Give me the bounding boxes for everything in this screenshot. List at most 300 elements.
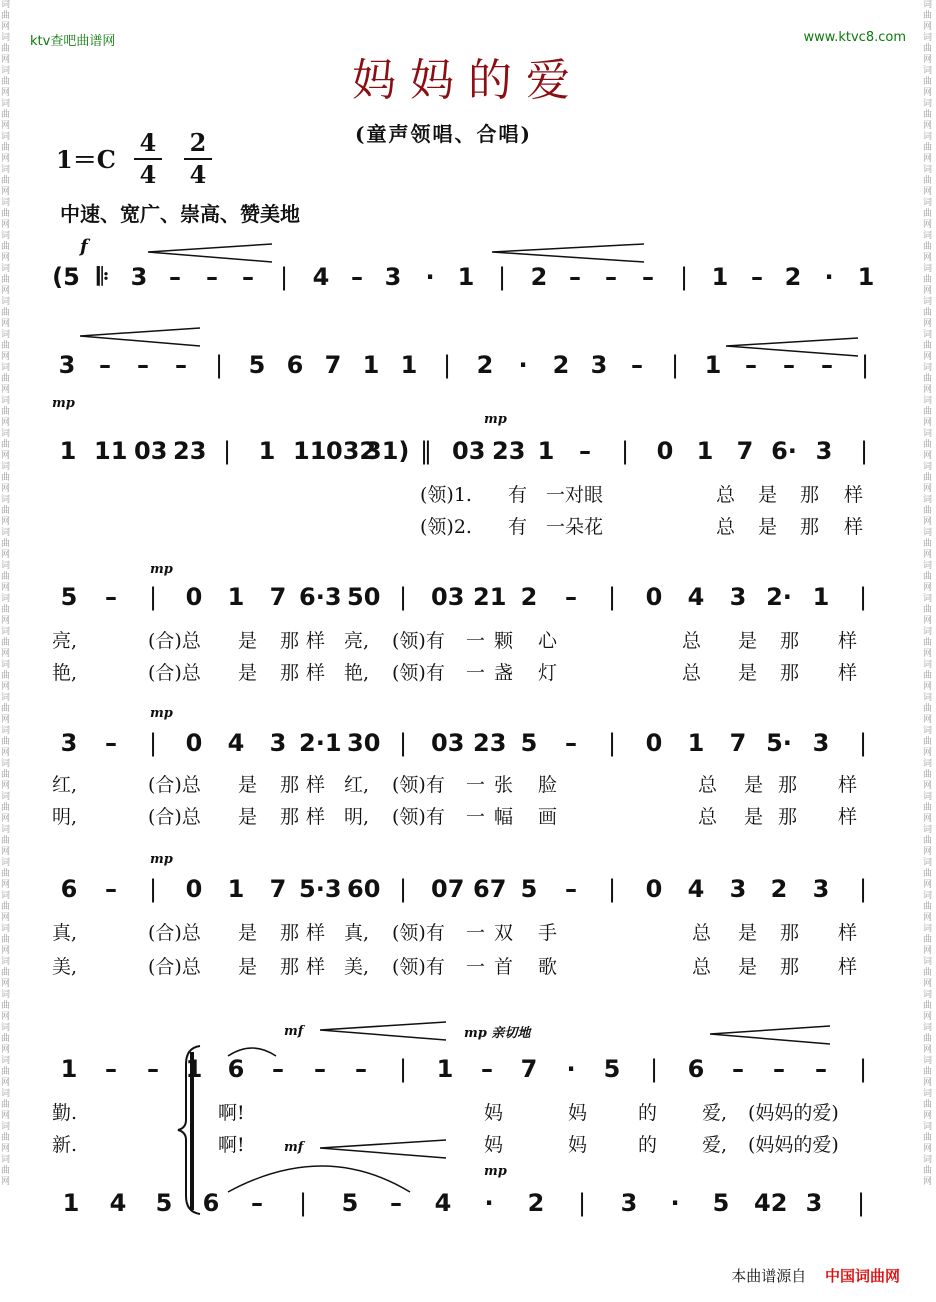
lyric-word: (领)有 [392, 922, 445, 944]
note: 2 [770, 875, 788, 903]
note: 6 [687, 1055, 705, 1083]
dynamic-f: f [80, 236, 88, 257]
note: 2 [784, 263, 802, 291]
lyric-word: 总 [692, 956, 712, 978]
note: · [566, 1055, 576, 1083]
note: 2 [530, 263, 548, 291]
note: 1 [185, 1055, 203, 1083]
lyric-word: 是 [238, 922, 258, 944]
note: 1 [400, 351, 418, 379]
lyric-word: 妈 [568, 1134, 588, 1156]
note: 0 [645, 729, 663, 757]
bar-line: | [398, 875, 408, 903]
note: 1 [59, 437, 77, 465]
score-line [48, 436, 884, 466]
lyric-word: 样 [306, 806, 326, 828]
bar-line: | [148, 875, 158, 903]
lyric-word: 样 [306, 922, 326, 944]
dynamic-mf: mf [284, 1024, 304, 1039]
note: 3 [729, 875, 747, 903]
note: 6· [771, 437, 797, 465]
lyric-word: 那 [280, 806, 300, 828]
lyric-word: 一 [466, 630, 486, 652]
note: 7 [269, 583, 287, 611]
lyric-word: 有 [508, 516, 528, 538]
bar-line: | [858, 875, 868, 903]
lyric-word: 亮, [52, 630, 78, 652]
note: 4 [687, 875, 705, 903]
note: 50 [347, 583, 381, 611]
note: – [569, 263, 581, 291]
note: 2 [476, 351, 494, 379]
note: 11 [293, 437, 327, 465]
note: 5 [603, 1055, 621, 1083]
note: 1 [704, 351, 722, 379]
lyric-word: 样 [838, 630, 858, 652]
lyric-word: (领)有 [392, 806, 445, 828]
bar-line: | [858, 729, 868, 757]
lyric-word: 明, [344, 806, 370, 828]
note: (5 [52, 263, 80, 291]
lyric-word: 总 [716, 516, 736, 538]
bar-line: | [670, 351, 680, 379]
note: – [579, 437, 591, 465]
crescendo-hairpin [80, 328, 200, 346]
bar-line: | [620, 437, 630, 465]
footer-source [731, 1265, 900, 1286]
note: – [773, 1055, 785, 1083]
lyric-word: 是 [238, 630, 258, 652]
song-subtitle: (童声领唱、合唱) [355, 122, 532, 146]
dynamic-mp: mp [150, 852, 173, 867]
note: 3 [590, 351, 608, 379]
note: 1 [711, 263, 729, 291]
lyric-word: 是 [238, 956, 258, 978]
lyric-word: 那 [780, 630, 800, 652]
note: – [565, 875, 577, 903]
note: · [824, 263, 834, 291]
bar-line: | [298, 1189, 308, 1217]
lyric-word: 那 [800, 484, 820, 506]
lyric-word: 一 [466, 774, 486, 796]
lyric-word: 那 [280, 956, 300, 978]
note: 4 [312, 263, 330, 291]
note: · [518, 351, 528, 379]
note: – [105, 875, 117, 903]
meter-numerator: 4 [139, 128, 157, 157]
note: 3 [60, 729, 78, 757]
lyric-line [48, 802, 884, 828]
note: 1 [258, 437, 276, 465]
lyric-word: 样 [306, 774, 326, 796]
bar-line: | [398, 1055, 408, 1083]
note: – [272, 1055, 284, 1083]
note: 6 [60, 875, 78, 903]
note: 1 [812, 583, 830, 611]
meter-numerator: 2 [189, 128, 207, 157]
crescendo-hairpin [320, 1022, 446, 1040]
note: 03 [134, 437, 168, 465]
note: – [206, 263, 218, 291]
score-line [48, 728, 884, 758]
bar-line: | [860, 351, 870, 379]
lyric-word: 那 [780, 956, 800, 978]
lyric-word: 脸 [538, 774, 558, 796]
note: 4 [109, 1189, 127, 1217]
dynamic-mf: mf [284, 1140, 304, 1155]
lyric-line [48, 626, 884, 652]
note: 0 [656, 437, 674, 465]
lyric-word: 爱, [702, 1102, 728, 1124]
lyric-word: 是 [738, 922, 758, 944]
note: 2 [520, 583, 538, 611]
note: – [169, 263, 181, 291]
lyric-word: (领)有 [392, 774, 445, 796]
note: 3 [58, 351, 76, 379]
lyric-word: 是 [744, 774, 764, 796]
note: 1 [436, 1055, 454, 1083]
lyric-word: 张 [494, 774, 514, 796]
lyric-word: 亮, [344, 630, 370, 652]
lyric-word: 美, [344, 956, 370, 978]
lyric-word: 样 [306, 662, 326, 684]
note: 5 [60, 583, 78, 611]
note: – [642, 263, 654, 291]
note: 67 [473, 875, 507, 903]
lyric-word: 啊! [218, 1102, 245, 1124]
lyric-word: 双 [494, 922, 514, 944]
note: 4 [227, 729, 245, 757]
note: 2 [527, 1189, 545, 1217]
note: 4 [434, 1189, 452, 1217]
lyric-line [48, 480, 884, 506]
crescendo-hairpin [148, 244, 272, 262]
crescendo-hairpin [492, 244, 644, 262]
note: – [481, 1055, 493, 1083]
lyric-word: 是 [738, 956, 758, 978]
lyric-word: 样 [838, 662, 858, 684]
note: 5·3 [299, 875, 342, 903]
note: – [105, 1055, 117, 1083]
lyric-word: (领)1. [420, 484, 472, 506]
site-label-left[interactable]: ktv查吧曲谱网 [30, 34, 116, 49]
lyric-word: 歌 [538, 956, 558, 978]
bar-line: | [148, 729, 158, 757]
note: – [815, 1055, 827, 1083]
note: · [484, 1189, 494, 1217]
lyric-word: 幅 [494, 806, 514, 828]
lyric-word: 有 [508, 484, 528, 506]
note: – [351, 263, 363, 291]
bar-line: | [577, 1189, 587, 1217]
song-title: 妈妈的爱 [352, 55, 584, 106]
bar-line: | [398, 729, 408, 757]
lyric-word: 一 [466, 922, 486, 944]
lyric-word: 红, [344, 774, 370, 796]
lyric-word: 一朵花 [546, 516, 604, 538]
source-label: 本曲谱源自 [731, 1267, 807, 1285]
note: – [390, 1189, 402, 1217]
lyric-word: 啊! [218, 1134, 245, 1156]
note: – [314, 1055, 326, 1083]
lyric-word: 总 [716, 484, 736, 506]
bar-line: | [858, 1055, 868, 1083]
note: 3 [812, 729, 830, 757]
note: – [137, 351, 149, 379]
dynamic-mp: mp [484, 1164, 507, 1179]
note: 5 [341, 1189, 359, 1217]
lyric-word: (合)总 [148, 922, 201, 944]
score-line [48, 1188, 884, 1218]
note: – [732, 1055, 744, 1083]
lyric-word: 那 [778, 774, 798, 796]
lyric-word: 是 [758, 484, 778, 506]
lyric-word: 首 [494, 956, 514, 978]
lyric-word: 样 [844, 484, 864, 506]
lyric-word: (领)2. [420, 516, 472, 538]
dynamic-mp: mp [52, 396, 75, 411]
lyric-word: 是 [238, 774, 258, 796]
note: – [821, 351, 833, 379]
note: 2· [766, 583, 792, 611]
lyric-word: 新. [52, 1134, 78, 1156]
lyric-word: 心 [538, 630, 558, 652]
note: 6 [286, 351, 304, 379]
lyric-word: (妈妈的爱) [748, 1102, 839, 1124]
note: 5 [248, 351, 266, 379]
lyric-word: 样 [838, 922, 858, 944]
bar-line: ‖ [420, 437, 432, 465]
note: – [242, 263, 254, 291]
lyric-word: 爱, [702, 1134, 728, 1156]
bar-line: | [856, 1189, 866, 1217]
note: · [670, 1189, 680, 1217]
meter-4-4 [134, 128, 162, 190]
side-watermark-right: 词曲网词曲网词曲网词曲网词曲网词曲网词曲网词曲网词曲网词曲网词曲网词曲网词曲网词曲网词曲网词曲网词曲网词曲网词曲网词曲网词曲网词曲网词曲网词曲网词曲网词曲网词曲网词曲网词曲网词曲网词曲网词曲网词曲网词曲网词曲网词曲网 [923, 0, 933, 1187]
lyric-line [48, 1098, 884, 1124]
note: 60 [347, 875, 381, 903]
note: 3 [620, 1189, 638, 1217]
lyric-word: 妈 [568, 1102, 588, 1124]
note: – [631, 351, 643, 379]
note: – [605, 263, 617, 291]
lyric-word: 一 [466, 662, 486, 684]
key-signature: 1＝C [56, 145, 116, 174]
note: – [175, 351, 187, 379]
note: 1 [227, 583, 245, 611]
note: 0 [185, 729, 203, 757]
bar-line: | [607, 729, 617, 757]
note: – [783, 351, 795, 379]
note: 42 [754, 1189, 788, 1217]
note: 1 [60, 1055, 78, 1083]
note: 0 [185, 875, 203, 903]
note: 3 [815, 437, 833, 465]
meter-denominator: 4 [184, 158, 212, 190]
note: 3 [805, 1189, 823, 1217]
note: 5 [520, 875, 538, 903]
note: 3 [130, 263, 148, 291]
note: 6·3 [299, 583, 342, 611]
note: 03 [431, 729, 465, 757]
bar-line: | [607, 583, 617, 611]
bar-line: | [649, 1055, 659, 1083]
lyric-line [48, 1130, 884, 1156]
lyric-word: 那 [280, 774, 300, 796]
lyric-word: 那 [800, 516, 820, 538]
lyric-word: 是 [238, 806, 258, 828]
side-watermark-left: 词曲网词曲网词曲网词曲网词曲网词曲网词曲网词曲网词曲网词曲网词曲网词曲网词曲网词曲网词曲网词曲网词曲网词曲网词曲网词曲网词曲网词曲网词曲网词曲网词曲网词曲网词曲网词曲网词曲网词曲网词曲网词曲网词曲网词曲网词曲网词曲网 [1, 0, 11, 1187]
note: 3 [729, 583, 747, 611]
lyric-word: (合)总 [148, 956, 201, 978]
note: 4 [687, 583, 705, 611]
note: 1 [227, 875, 245, 903]
lyric-word: 一 [466, 806, 486, 828]
note: 5 [712, 1189, 730, 1217]
meter-denominator: 4 [134, 158, 162, 190]
note: 2 [552, 351, 570, 379]
note: 0 [185, 583, 203, 611]
lyric-word: 是 [738, 630, 758, 652]
tempo-marking: 中速、宽广、崇高、赞美地 [60, 202, 300, 226]
lyric-word: (妈妈的爱) [748, 1134, 839, 1156]
lyric-word: 那 [780, 922, 800, 944]
note: 5· [766, 729, 792, 757]
note: 7 [324, 351, 342, 379]
lyric-word: 那 [280, 630, 300, 652]
lyric-word: 一对眼 [546, 484, 604, 506]
note: – [355, 1055, 367, 1083]
note: – [105, 729, 117, 757]
note: 1 [457, 263, 475, 291]
note: 0 [645, 875, 663, 903]
note: 2·1 [299, 729, 342, 757]
lyric-word: (合)总 [148, 806, 201, 828]
bar-line: | [279, 263, 289, 291]
score-line [48, 262, 884, 292]
bar-line: | [679, 263, 689, 291]
note: – [99, 351, 111, 379]
score-line [48, 582, 884, 612]
lyric-word: 样 [306, 630, 326, 652]
note: 31) [365, 437, 410, 465]
lyric-word: 艳, [344, 662, 370, 684]
meter-2-4 [184, 128, 212, 190]
note: · [425, 263, 435, 291]
lyric-line [48, 952, 884, 978]
bar-line: | [214, 351, 224, 379]
note: 07 [431, 875, 465, 903]
dynamic-mp: mp [150, 562, 173, 577]
crescendo-hairpin [710, 1026, 830, 1044]
bar-line: | [858, 583, 868, 611]
source-site-link[interactable]: 中国词曲网 [824, 1267, 900, 1285]
lyric-line [48, 512, 884, 538]
lyric-word: (合)总 [148, 774, 201, 796]
lyric-word: 的 [638, 1134, 658, 1156]
note: 032 [326, 437, 377, 465]
lyric-word: 真, [344, 922, 370, 944]
lyric-word: 盏 [494, 662, 514, 684]
dynamic-mp: mp [150, 706, 173, 721]
note: – [745, 351, 757, 379]
lyric-word: 是 [738, 662, 758, 684]
lyric-word: 红, [52, 774, 78, 796]
note: 30 [347, 729, 381, 757]
note: 23 [473, 729, 507, 757]
note: – [147, 1055, 159, 1083]
note: 7 [729, 729, 747, 757]
lyric-word: (合)总 [148, 662, 201, 684]
lyric-word: 总 [698, 774, 718, 796]
bar-line: | [398, 583, 408, 611]
score-line [48, 874, 884, 904]
lyric-word: 灯 [538, 662, 558, 684]
bar-line: | [148, 583, 158, 611]
note: 7 [520, 1055, 538, 1083]
lyric-word: (合)总 [148, 630, 201, 652]
bar-line: | [859, 437, 869, 465]
note: 03 [452, 437, 486, 465]
site-label-right[interactable]: www.ktvc8.com [803, 30, 906, 45]
note: 21 [473, 583, 507, 611]
note: – [751, 263, 763, 291]
note: 𝄆 [97, 263, 109, 291]
lyric-word: (领)有 [392, 662, 445, 684]
note: – [251, 1189, 263, 1217]
lyric-word: 美, [52, 956, 78, 978]
note: 5 [155, 1189, 173, 1217]
lyric-word: 是 [758, 516, 778, 538]
lyric-word: 艳, [52, 662, 78, 684]
note: 1 [687, 729, 705, 757]
lyric-word: 样 [844, 516, 864, 538]
lyric-word: 总 [682, 662, 702, 684]
note: 5 [520, 729, 538, 757]
lyric-word: (领)有 [392, 630, 445, 652]
lyric-word: 是 [238, 662, 258, 684]
lyric-word: 那 [280, 922, 300, 944]
lyric-word: 样 [306, 956, 326, 978]
expression-mp-tender: mp 亲切地 [464, 1026, 531, 1041]
lyric-word: 手 [538, 922, 558, 944]
lyric-word: 样 [838, 956, 858, 978]
bar-line: | [497, 263, 507, 291]
lyric-word: 勤. [52, 1102, 78, 1124]
note: 23 [173, 437, 207, 465]
lyric-word: 画 [538, 806, 558, 828]
lyric-word: 那 [280, 662, 300, 684]
lyric-word: 总 [698, 806, 718, 828]
note: 11 [94, 437, 128, 465]
note: 1 [537, 437, 555, 465]
lyric-word: 总 [682, 630, 702, 652]
lyric-word: 那 [780, 662, 800, 684]
lyric-word: 颗 [494, 630, 514, 652]
note: 6 [202, 1189, 220, 1217]
lyric-word: 那 [778, 806, 798, 828]
lyric-word: 一 [466, 956, 486, 978]
note: 6 [227, 1055, 245, 1083]
note: 0 [645, 583, 663, 611]
dynamic-mp: mp [484, 412, 507, 427]
note: 7 [269, 875, 287, 903]
lyric-line [48, 918, 884, 944]
lyric-word: 妈 [484, 1134, 504, 1156]
bar-line: | [607, 875, 617, 903]
score-line [48, 350, 884, 380]
note: 03 [431, 583, 465, 611]
